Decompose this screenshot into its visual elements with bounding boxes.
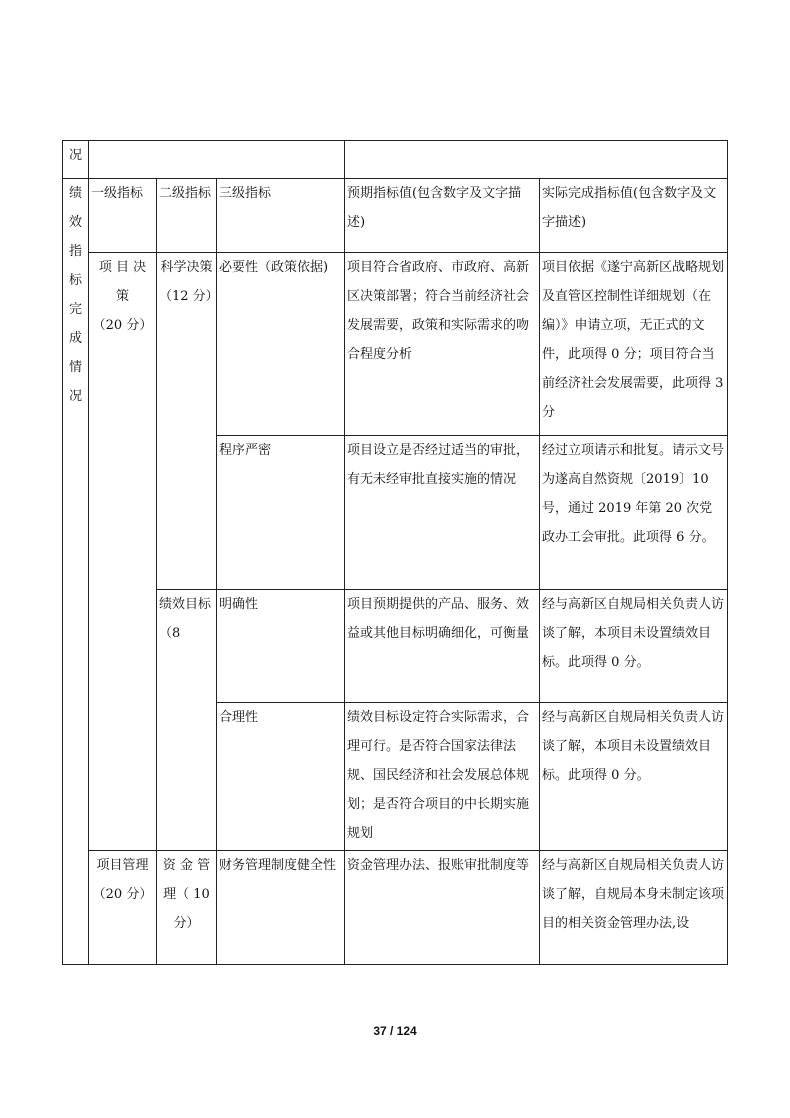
header-row xyxy=(63,179,728,253)
expected-cell: 绩效目标设定符合实际需求，合理可行。是否符合国家法律法规、国民经济和社会发展总体规划；是否符合项目的中长期实施规划 xyxy=(345,703,540,851)
level2-perf-cell xyxy=(157,590,217,851)
level2-perf-score: （8 xyxy=(159,626,181,641)
level1-management-name: 项目管理 xyxy=(96,858,149,873)
expected-cell: 项目符合省政府、市政府、高新区决策部署；符合当前经济社会发展需要，政策和实际需求的吻合程度分析 xyxy=(345,253,540,436)
expected-cell: 资金管理办法、报账审批制度等 xyxy=(345,851,540,965)
performance-table xyxy=(62,140,728,965)
actual-cell: 经与高新区自规局相关负责人访谈了解，本项目未设置绩效目标。此项得 0 分。 xyxy=(540,703,728,851)
level3-cell: 财务管理制度健全性 xyxy=(217,851,345,965)
table-row xyxy=(63,253,728,436)
actual-cell: 经过立项请示和批复。请示文号为遂高自然资规〔2019〕10 号，通过 2019 年第 20 次党政办工会审批。此项得 6 分。 xyxy=(540,436,728,590)
actual-cell: 项目依据《遂宁高新区战略规划及直管区控制性详细规划（在编）》申请立项，无正式的文件，此项得 0 分；项目符合当前经济社会发展需要，此项得 3 分 xyxy=(540,253,728,436)
level2-sci-name: 科学决策 xyxy=(160,260,213,275)
header-level3: 三级指标 xyxy=(217,179,345,253)
header-actual: 实际完成指标值(包含数字及文字描述) xyxy=(540,179,728,253)
expected-cell: 项目预期提供的产品、服务、效益或其他目标明确细化，可衡量 xyxy=(345,590,540,703)
actual-cell: 经与高新区自规局相关负责人访谈了解，本项目未设置绩效目标。此项得 0 分。 xyxy=(540,590,728,703)
side-char: 况 xyxy=(68,389,82,404)
expected-cell: 项目设立是否经过适当的审批，有无未经审批直接实施的情况 xyxy=(345,436,540,590)
actual-cell: 经与高新区自规局相关负责人访谈了解，自规局本身未制定该项目的相关资金管理办法,设 xyxy=(540,851,728,965)
level1-decision-cell xyxy=(89,253,157,851)
top-row-empty-right xyxy=(345,141,728,179)
top-row-label: 况 xyxy=(63,141,89,179)
side-label xyxy=(63,179,89,965)
side-char: 完 xyxy=(68,302,82,317)
level3-cell: 程序严密 xyxy=(217,436,345,590)
side-char: 成 xyxy=(68,331,82,346)
level1-decision-name: 项 目 决 策 xyxy=(98,260,147,304)
level3-cell: 明确性 xyxy=(217,590,345,703)
level1-decision-score: （20 分） xyxy=(92,318,153,333)
side-char: 绩 xyxy=(68,186,82,201)
level2-fund-cell: 资 金 管 理（ 10 分） xyxy=(157,851,217,965)
level3-cell: 必要性（政策依据) xyxy=(217,253,345,436)
side-char: 情 xyxy=(68,360,82,375)
table-row xyxy=(63,851,728,965)
level2-sci-score: （12 分） xyxy=(159,289,219,304)
top-row-empty-left xyxy=(89,141,345,179)
side-char: 标 xyxy=(68,273,82,288)
side-char: 效 xyxy=(68,215,82,230)
level1-management-score: （20 分） xyxy=(92,887,153,902)
header-level2: 二级指标 xyxy=(157,179,217,253)
side-char: 指 xyxy=(68,244,82,259)
level1-management-cell xyxy=(89,851,157,965)
level2-perf-name: 绩效目标 xyxy=(159,597,212,612)
level3-cell: 合理性 xyxy=(217,703,345,851)
top-row xyxy=(63,141,728,179)
table-row xyxy=(63,590,728,703)
page-number: 37 / 124 xyxy=(373,1024,417,1038)
header-level1: 一级指标 xyxy=(89,179,157,253)
level2-sci-cell xyxy=(157,253,217,590)
header-expected: 预期指标值(包含数字及文字描述) xyxy=(345,179,540,253)
